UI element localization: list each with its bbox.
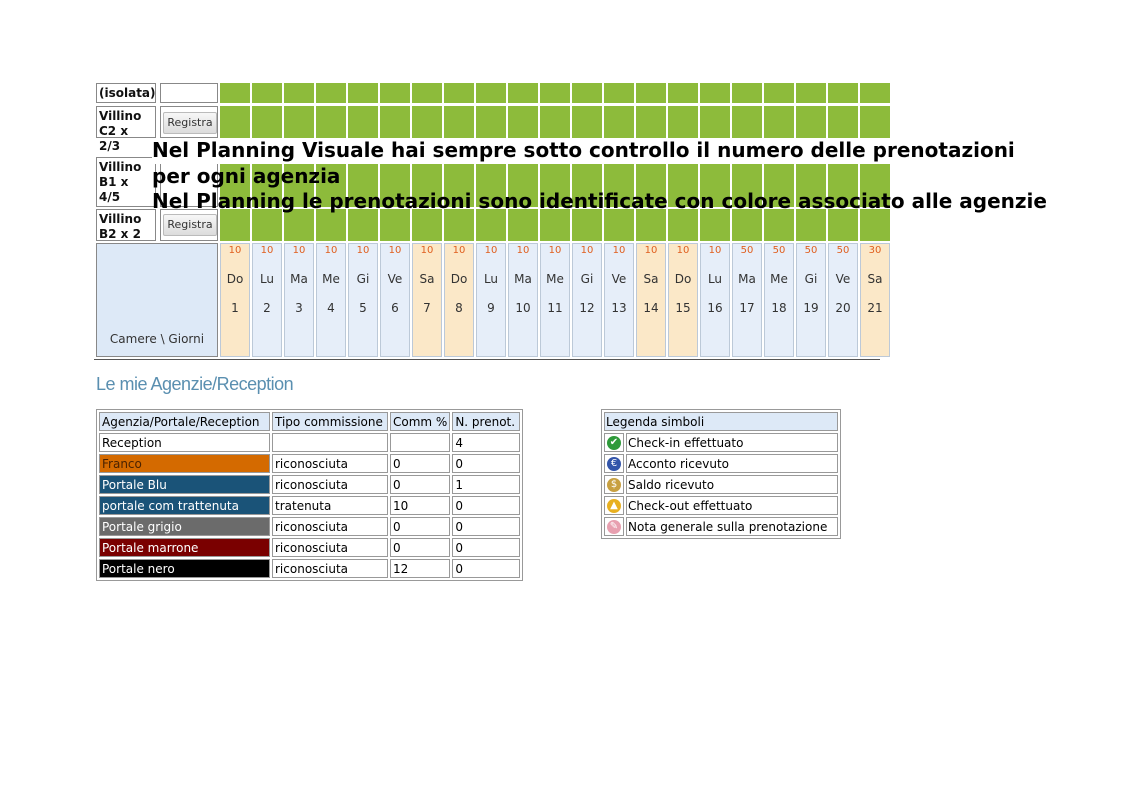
bookings-count-cell: 0 — [452, 496, 520, 515]
day-header — [316, 243, 346, 357]
booking-cell[interactable] — [540, 106, 570, 138]
table-header-row — [99, 412, 520, 431]
column-header: Agenzia/Portale/Reception — [99, 412, 270, 431]
booking-cell[interactable] — [796, 83, 826, 103]
agency-name-cell: Franco — [99, 454, 270, 473]
availability-count: 10 — [612, 245, 626, 256]
table-row[interactable] — [99, 517, 520, 536]
day-number: 10 — [515, 301, 531, 315]
promo-overlay-text — [152, 138, 1047, 215]
bookings-count-cell: 0 — [452, 538, 520, 557]
commission-percent-cell: 0 — [390, 538, 450, 557]
availability-count: 50 — [772, 245, 786, 256]
legend-row — [604, 475, 838, 494]
booking-cell[interactable] — [764, 83, 794, 103]
planning-grid — [94, 83, 883, 360]
availability-count: 10 — [356, 245, 370, 256]
commission-type-cell: riconosciuta — [272, 454, 388, 473]
booking-cell[interactable] — [508, 83, 538, 103]
legend-row — [604, 454, 838, 473]
booking-cell[interactable] — [380, 106, 410, 138]
legend-icon-cell — [604, 496, 624, 515]
bookings-count-cell: 0 — [452, 454, 520, 473]
day-cells — [220, 106, 880, 138]
legend-label: Saldo ricevuto — [626, 475, 838, 494]
availability-count: 10 — [228, 245, 242, 256]
commission-type-cell: riconosciuta — [272, 517, 388, 536]
day-number: 1 — [231, 301, 239, 315]
booking-cell[interactable] — [348, 83, 378, 103]
column-header: N. prenot. — [452, 412, 520, 431]
day-number: 2 — [263, 301, 271, 315]
day-name: Lu — [707, 272, 723, 286]
booking-cell[interactable] — [476, 83, 506, 103]
note-icon: ✎ — [607, 520, 621, 534]
check-icon: ✔ — [607, 436, 621, 450]
day-name: Gi — [804, 272, 818, 286]
day-header — [508, 243, 538, 357]
table-row[interactable] — [99, 454, 520, 473]
booking-cell[interactable] — [828, 83, 858, 103]
commission-type-cell: riconosciuta — [272, 559, 388, 578]
commission-type-cell: riconosciuta — [272, 475, 388, 494]
availability-count: 10 — [388, 245, 402, 256]
availability-count: 10 — [580, 245, 594, 256]
agency-name-cell: Portale marrone — [99, 538, 270, 557]
commission-percent-cell: 12 — [390, 559, 450, 578]
day-header — [604, 243, 634, 357]
booking-cell[interactable] — [412, 106, 442, 138]
legend-label: Check-out effettuato — [626, 496, 838, 515]
booking-cell[interactable] — [636, 106, 666, 138]
day-name: Sa — [419, 272, 435, 286]
availability-count: 10 — [548, 245, 562, 256]
availability-count: 50 — [836, 245, 850, 256]
day-number: 21 — [867, 301, 883, 315]
day-number: 12 — [579, 301, 595, 315]
booking-cell[interactable] — [220, 83, 250, 103]
booking-cell[interactable] — [700, 106, 730, 138]
day-header — [412, 243, 442, 357]
table-row[interactable] — [99, 433, 520, 452]
booking-cell[interactable] — [220, 106, 250, 138]
table-row[interactable] — [99, 475, 520, 494]
day-header — [796, 243, 826, 357]
booking-cell[interactable] — [764, 106, 794, 138]
booking-cell[interactable] — [732, 106, 762, 138]
room-name: (isolata) — [96, 83, 156, 103]
availability-count: 10 — [324, 245, 338, 256]
booking-cell[interactable] — [284, 106, 314, 138]
booking-cell[interactable] — [508, 106, 538, 138]
booking-cell[interactable] — [668, 106, 698, 138]
availability-count: 10 — [452, 245, 466, 256]
day-number: 5 — [359, 301, 367, 315]
commission-type-cell — [272, 433, 388, 452]
availability-count: 10 — [420, 245, 434, 256]
booking-cell[interactable] — [700, 83, 730, 103]
day-header — [348, 243, 378, 357]
bookings-count-cell: 0 — [452, 517, 520, 536]
room-name: Villino B2 x 2 — [96, 209, 156, 241]
day-number: 20 — [835, 301, 851, 315]
column-header: Tipo commissione — [272, 412, 388, 431]
availability-count: 50 — [804, 245, 818, 256]
table-row[interactable] — [99, 496, 520, 515]
legend-label: Check-in effettuato — [626, 433, 838, 452]
booking-cell[interactable] — [348, 106, 378, 138]
day-header — [540, 243, 570, 357]
day-name: Sa — [867, 272, 883, 286]
day-header — [668, 243, 698, 357]
day-name: Do — [226, 272, 244, 286]
booking-cell[interactable] — [732, 83, 762, 103]
table-row[interactable] — [99, 559, 520, 578]
booking-cell[interactable] — [668, 83, 698, 103]
day-name: Ma — [514, 272, 532, 286]
register-button[interactable]: Registra — [163, 214, 217, 236]
day-number: 3 — [295, 301, 303, 315]
legend-title: Legenda simboli — [604, 412, 838, 431]
day-number: 9 — [487, 301, 495, 315]
agencies-title: Le mie Agenzie/Reception — [96, 374, 294, 394]
availability-count: 10 — [708, 245, 722, 256]
day-header — [572, 243, 602, 357]
legend-row — [604, 496, 838, 515]
day-name: Do — [450, 272, 468, 286]
bookings-count-cell: 1 — [452, 475, 520, 494]
day-header — [444, 243, 474, 357]
availability-count: 50 — [740, 245, 754, 256]
day-header — [252, 243, 282, 357]
day-number: 13 — [611, 301, 627, 315]
legend-header-row — [604, 412, 838, 431]
legend-icon-cell — [604, 475, 624, 494]
agency-name-cell: portale com trattenuta — [99, 496, 270, 515]
availability-count: 10 — [292, 245, 306, 256]
availability-count: 30 — [868, 245, 882, 256]
booking-cell[interactable] — [828, 106, 858, 138]
commission-type-cell: tratenuta — [272, 496, 388, 515]
booking-cell[interactable] — [604, 106, 634, 138]
agency-name-cell: Portale Blu — [99, 475, 270, 494]
checkout-bag-icon: ▲ — [607, 499, 621, 513]
day-header — [828, 243, 858, 357]
legend-label: Acconto ricevuto — [626, 454, 838, 473]
register-button[interactable]: Registra — [163, 112, 217, 134]
day-number: 16 — [707, 301, 723, 315]
day-name: Lu — [259, 272, 275, 286]
booking-cell[interactable] — [540, 83, 570, 103]
booking-cell[interactable] — [860, 106, 890, 138]
booking-cell[interactable] — [252, 106, 282, 138]
day-number: 8 — [455, 301, 463, 315]
booking-cell[interactable] — [444, 83, 474, 103]
column-header: Comm % — [390, 412, 450, 431]
day-name: Me — [546, 272, 564, 286]
table-row[interactable] — [99, 538, 520, 557]
day-number: 6 — [391, 301, 399, 315]
day-header — [732, 243, 762, 357]
booking-cell[interactable] — [572, 106, 602, 138]
day-header — [636, 243, 666, 357]
bookings-count-cell: 0 — [452, 559, 520, 578]
legend-icon-cell — [604, 517, 624, 536]
availability-count: 10 — [484, 245, 498, 256]
day-number: 11 — [547, 301, 563, 315]
day-name: Ve — [387, 272, 403, 286]
legend-table — [601, 409, 841, 539]
agencies-table — [96, 409, 523, 581]
room-name: Villino C2 x 2/3 — [96, 106, 156, 138]
day-header — [380, 243, 410, 357]
booking-cell[interactable] — [444, 106, 474, 138]
booking-cell[interactable] — [412, 83, 442, 103]
day-number: 17 — [739, 301, 755, 315]
money-bag-icon: $ — [607, 478, 621, 492]
commission-percent-cell: 10 — [390, 496, 450, 515]
day-name: Gi — [580, 272, 594, 286]
room-action-cell — [160, 83, 218, 103]
booking-cell[interactable] — [796, 106, 826, 138]
day-number: 4 — [327, 301, 335, 315]
day-name: Do — [674, 272, 692, 286]
booking-cell[interactable] — [380, 83, 410, 103]
availability-count: 10 — [676, 245, 690, 256]
booking-cell[interactable] — [316, 106, 346, 138]
commission-type-cell: riconosciuta — [272, 538, 388, 557]
room-name: Villino B1 x 4/5 — [96, 157, 156, 207]
availability-count: 10 — [644, 245, 658, 256]
day-header — [284, 243, 314, 357]
booking-cell[interactable] — [252, 83, 282, 103]
euro-icon: € — [607, 457, 621, 471]
commission-percent-cell: 0 — [390, 475, 450, 494]
legend-label: Nota generale sulla prenotazione — [626, 517, 838, 536]
day-number: 7 — [423, 301, 431, 315]
booking-cell[interactable] — [604, 83, 634, 103]
day-name: Ve — [611, 272, 627, 286]
booking-cell[interactable] — [284, 83, 314, 103]
day-number: 19 — [803, 301, 819, 315]
booking-cell[interactable] — [316, 83, 346, 103]
legend-row — [604, 517, 838, 536]
day-name: Ve — [835, 272, 851, 286]
days-header-row — [94, 243, 883, 358]
day-header — [476, 243, 506, 357]
legend-icon-cell — [604, 454, 624, 473]
day-name: Sa — [643, 272, 659, 286]
day-header — [220, 243, 250, 357]
day-name: Me — [322, 272, 340, 286]
booking-cell[interactable] — [860, 83, 890, 103]
room-row — [94, 83, 880, 103]
day-cells — [220, 83, 880, 103]
day-name: Lu — [483, 272, 499, 286]
booking-cell[interactable] — [636, 83, 666, 103]
overlay-line: Nel Planning Visuale hai sempre sotto controllo il numero delle prenotazioni — [152, 138, 1015, 162]
day-name: Ma — [290, 272, 308, 286]
day-header — [700, 243, 730, 357]
commission-percent-cell — [390, 433, 450, 452]
corner-label: Camere \ Giorni — [109, 332, 205, 346]
agency-name-cell: Reception — [99, 433, 270, 452]
day-number: 18 — [771, 301, 787, 315]
legend-row — [604, 433, 838, 452]
commission-percent-cell: 0 — [390, 517, 450, 536]
day-name: Ma — [738, 272, 756, 286]
agency-name-cell: Portale grigio — [99, 517, 270, 536]
day-name: Gi — [356, 272, 370, 286]
booking-cell[interactable] — [476, 106, 506, 138]
booking-cell[interactable] — [572, 83, 602, 103]
commission-percent-cell: 0 — [390, 454, 450, 473]
availability-count: 10 — [260, 245, 274, 256]
day-number: 14 — [643, 301, 659, 315]
legend-icon-cell — [604, 433, 624, 452]
rooms-days-corner — [96, 243, 218, 357]
day-name: Me — [770, 272, 788, 286]
agency-name-cell: Portale nero — [99, 559, 270, 578]
day-header — [860, 243, 890, 357]
availability-count: 10 — [516, 245, 530, 256]
room-action-cell — [160, 106, 218, 138]
overlay-line: Nel Planning le prenotazioni sono identificate con colore associato alle agenzie — [152, 189, 1047, 213]
day-header — [764, 243, 794, 357]
day-number: 15 — [675, 301, 691, 315]
overlay-line: per ogni agenzia — [152, 163, 341, 188]
bookings-count-cell: 4 — [452, 433, 520, 452]
